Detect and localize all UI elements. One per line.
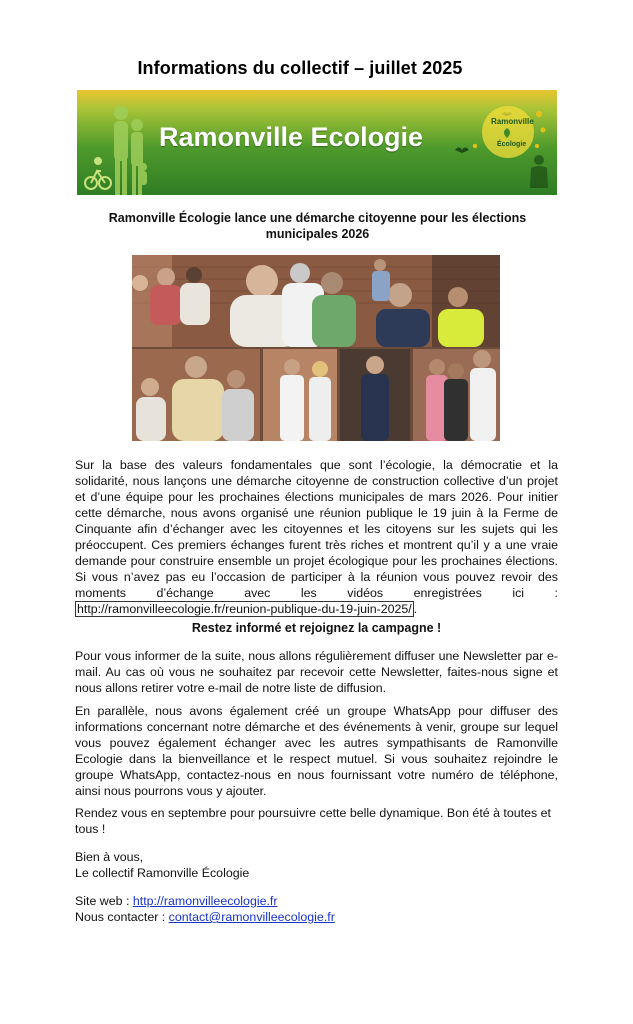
paragraph-newsletter: Pour vous informer de la suite, nous allons régulièrement diffuser une Newsletter par e-mail. Au cas où vous ne souhaitez par recevoir cette Newsletter, faites-nous signe et nous allons retirer votre e-mail de notre liste de diffusion. — [75, 649, 558, 695]
logo-line2: Écologie — [497, 141, 527, 148]
closing-line1: Bien à vous, — [75, 850, 144, 864]
paragraph-intro-end: . — [413, 602, 418, 616]
section-heading: Restez informé et rejoignez la campagne ! — [191, 621, 442, 635]
paragraph-intro — [75, 457, 558, 617]
contact-email-link[interactable]: contact@ramonvilleecologie.fr — [168, 910, 335, 924]
paragraph-whatsapp: En parallèle, nous avons également créé un groupe WhatsApp pour diffuser des informations concernant notre démarche et des événements à venir, groupe sur lequel vous pouvez également échanger avec les autres sympathisants de Ramonville Ecologie dans la bienveillance et le respect mutuel. Si vous souhaitez rejoindre le groupe WhatsApp, contactez-nous en nous fournissant votre numéro de téléphone, ainsi nous pourrons vous y ajouter. — [75, 704, 558, 798]
page-title: Informations du collectif – juillet 2025 — [137, 58, 463, 78]
meeting-photo-collage — [132, 255, 500, 441]
closing-line2: Le collectif Ramonville Écologie — [75, 866, 250, 880]
closing — [75, 849, 558, 881]
banner-title: Ramonville Ecologie — [159, 122, 424, 152]
video-link[interactable]: http://ramonvilleecologie.fr/reunion-publique-du-19-juin-2025/ — [77, 602, 412, 616]
contact-label: Nous contacter : — [75, 910, 169, 924]
paragraph-intro-text: Sur la base des valeurs fondamentales que sont l’écologie, la démocratie et la solidarité, nous lançons une démarche citoyenne de construction collective d’un projet et d’une équipe pour les prochaines élections municipales de mars 2026. Pour initier cette démarche, nous avons organisé une réunion publique le 19 juin à la Ferme de Cinquante afin d’échanger avec les citoyennes et les citoyens sur les sujets qui les préoccupent. Ces premiers échanges furent très riches et montrent qu’il y a une vraie demande pour construire ensemble un projet écologique pour les prochaines élections. Si vous n’avez pas eu l’occasion de participer à la réunion vous pouvez revoir des moments d’échange avec les vidéos enregistrées ici : — [75, 458, 558, 600]
people-silhouettes-icon — [81, 95, 151, 195]
paragraph-september: Rendez vous en septembre pour poursuivre cette belle dynamique. Bon été à toutes et tous ! — [75, 806, 551, 836]
contacts — [75, 893, 558, 925]
banner — [77, 90, 557, 195]
site-link[interactable]: http://ramonvilleecologie.fr — [132, 894, 278, 908]
logo-line1: Ramonville — [491, 117, 534, 126]
article-subtitle: Ramonville Écologie lance une démarche citoyenne pour les élections municipales 2026 — [108, 211, 527, 241]
site-label: Site web : — [75, 894, 133, 908]
person-sitting-icon — [524, 152, 554, 192]
